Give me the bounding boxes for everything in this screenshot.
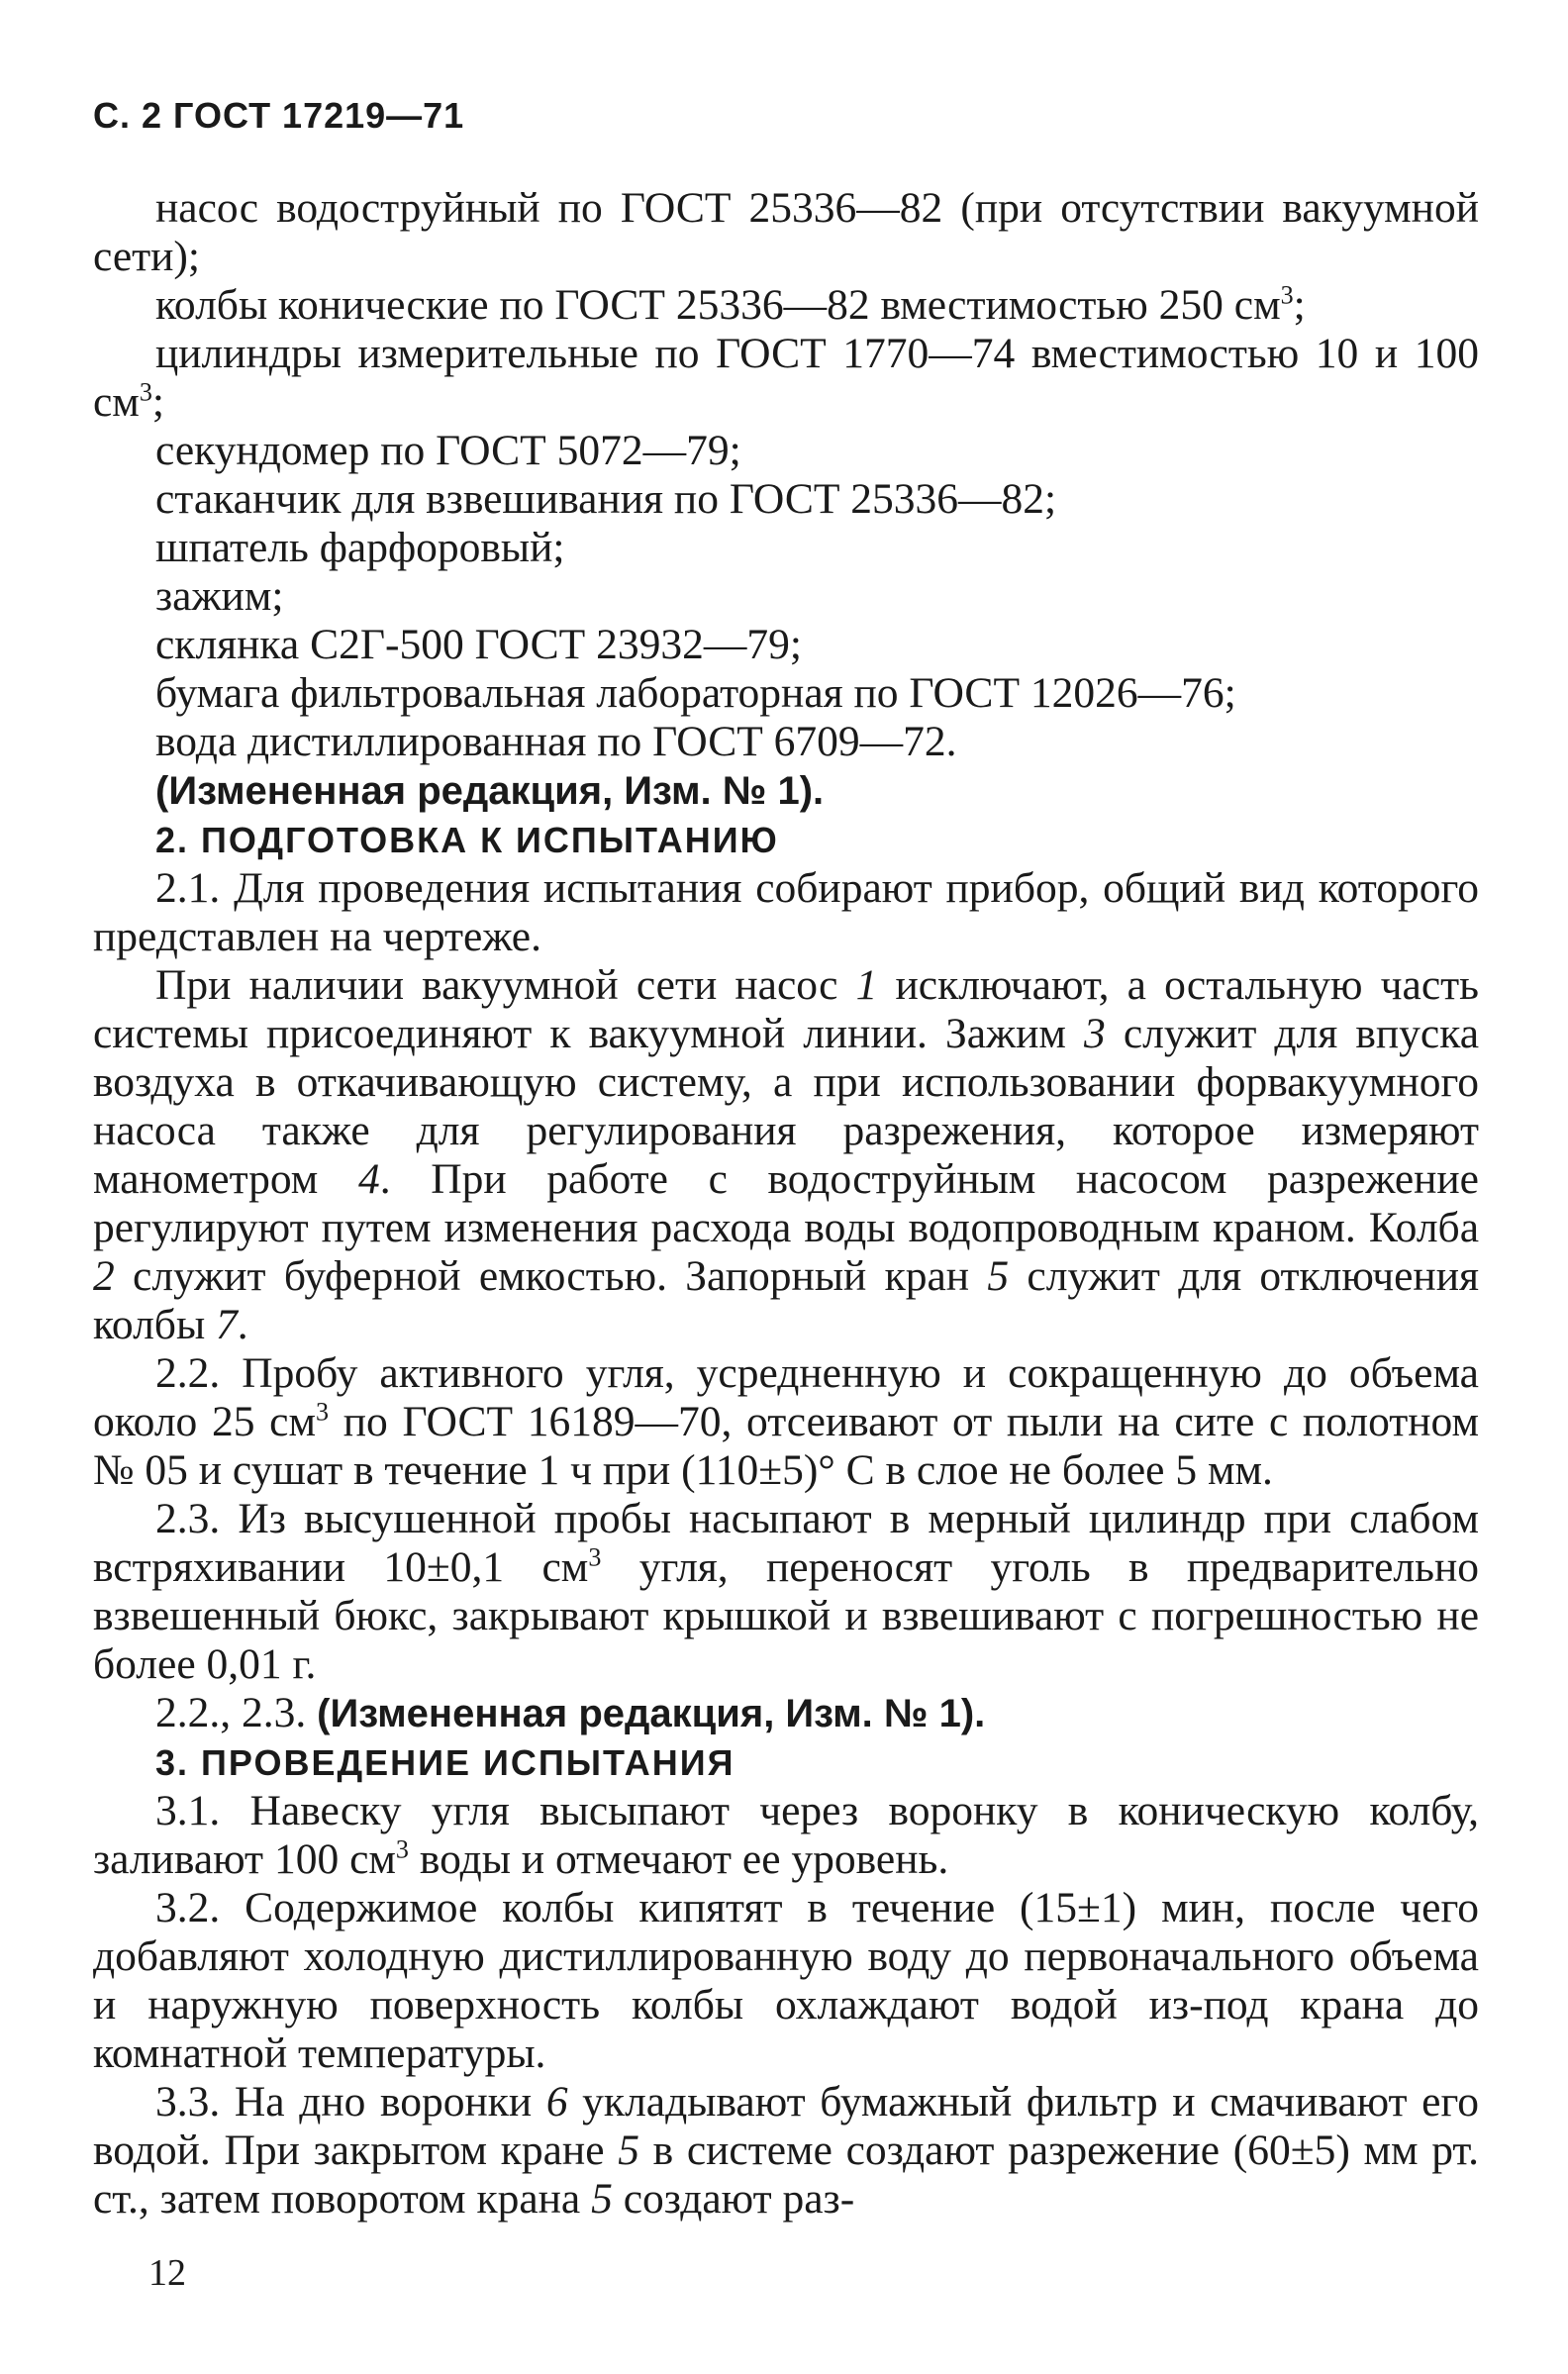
paragraph-2-2: 2.2. Пробу активного угля, усредненную и сокращенную до объема около 25 $см^3$ по ГОСТ 16189—70, отсеивают от пыли на сите с полотном № 05 и сушат в течение 1 ч при (110±5)° С в слое не более 5 мм. bbox=[93, 1349, 1480, 1494]
equipment-line: секундомер по ГОСТ 5072—79; bbox=[155, 427, 741, 474]
paragraph-3-3: 3.3. На дно воронки 6 укладывают бумажный фильтр и смачивают его водой. При закрытом кране 5 в системе создают разрежение (60±5) мм рт. ст., затем поворотом крана 5 создают раз- bbox=[93, 2078, 1480, 2223]
equipment-line: склянка С2Г-500 ГОСТ 23932—79; bbox=[155, 621, 802, 668]
paragraph-3-2: 3.2. Содержимое колбы кипятят в течение (15±1) мин, после чего добавляют холодную дистиллированную воду до первоначального объема и наружную поверхность колбы охлаждают водой из-под крана до комнатной температуры. bbox=[93, 1884, 1479, 2077]
paragraph-3-1: 3.1. Навеску угля высыпают через воронку в коническую колбу, заливают 100 $см^3$ воды и отмечают ее уровень. bbox=[93, 1787, 1479, 1883]
page-header: С. 2 ГОСТ 17219—71 bbox=[93, 95, 465, 136]
paragraph-2-1-cont: При наличии вакуумной сети насос 1 исключают, а остальную часть системы присоединяют к вакуумной линии. Зажим 3 служит для впуска воздуха в откачивающую систему, а при использовании форвакуумного насоса также для регулирования разрежения, которое измеряют манометром 4. При работе с водоструйным насосом разрежение регулируют путем изменения расхода воды водопроводным краном. Колба 2 служит буферной емкостью. Запорный кран 5 служит для отключения колбы 7. bbox=[93, 961, 1480, 1348]
section-3-title: 3. ПРОВЕДЕНИЕ ИСПЫТАНИЯ bbox=[155, 1742, 735, 1783]
paragraph-2-3: 2.3. Из высушенной пробы насыпают в мерный цилиндр при слабом встряхивании 10±0,1 $см^3$ угля, переносят уголь в предварительно взвешенный бюкс, закрывают крышкой и взвешивают с погрешностью не более 0,01 г. bbox=[93, 1495, 1479, 1688]
edit-note: (Измененная редакция, Изм. № 1). bbox=[155, 769, 825, 813]
equipment-line: бумага фильтровальная лабораторная по ГОСТ 12026—76; bbox=[155, 669, 1236, 717]
equipment-line: цилиндры измерительные по ГОСТ 1770—74 вместимостью 10 и 100 $см^3$; bbox=[93, 330, 1479, 426]
equipment-line: шпатель фарфоровый; bbox=[155, 524, 565, 571]
equipment-line: колбы конические по ГОСТ 25336—82 вместимостью 250 $см^3$; bbox=[155, 280, 1306, 329]
equipment-line: стаканчик для взвешивания по ГОСТ 25336—82; bbox=[155, 475, 1057, 523]
edit-note-2: 2.2., 2.3. (Измененная редакция, Изм. № 1). bbox=[155, 1689, 986, 1736]
equipment-line: зажим; bbox=[155, 572, 284, 620]
page-number: 12 bbox=[148, 2252, 186, 2294]
document-body bbox=[93, 184, 1479, 2224]
equipment-line: вода дистиллированная по ГОСТ 6709—72. bbox=[155, 718, 957, 765]
equipment-line: насос водоструйный по ГОСТ 25336—82 (при отсутствии вакуумной сети); bbox=[93, 184, 1479, 280]
section-2-title: 2. ПОДГОТОВКА К ИСПЫТАНИЮ bbox=[155, 820, 779, 860]
paragraph-2-1: 2.1. Для проведения испытания собирают прибор, общий вид которого представлен на чертеже. bbox=[93, 864, 1479, 960]
